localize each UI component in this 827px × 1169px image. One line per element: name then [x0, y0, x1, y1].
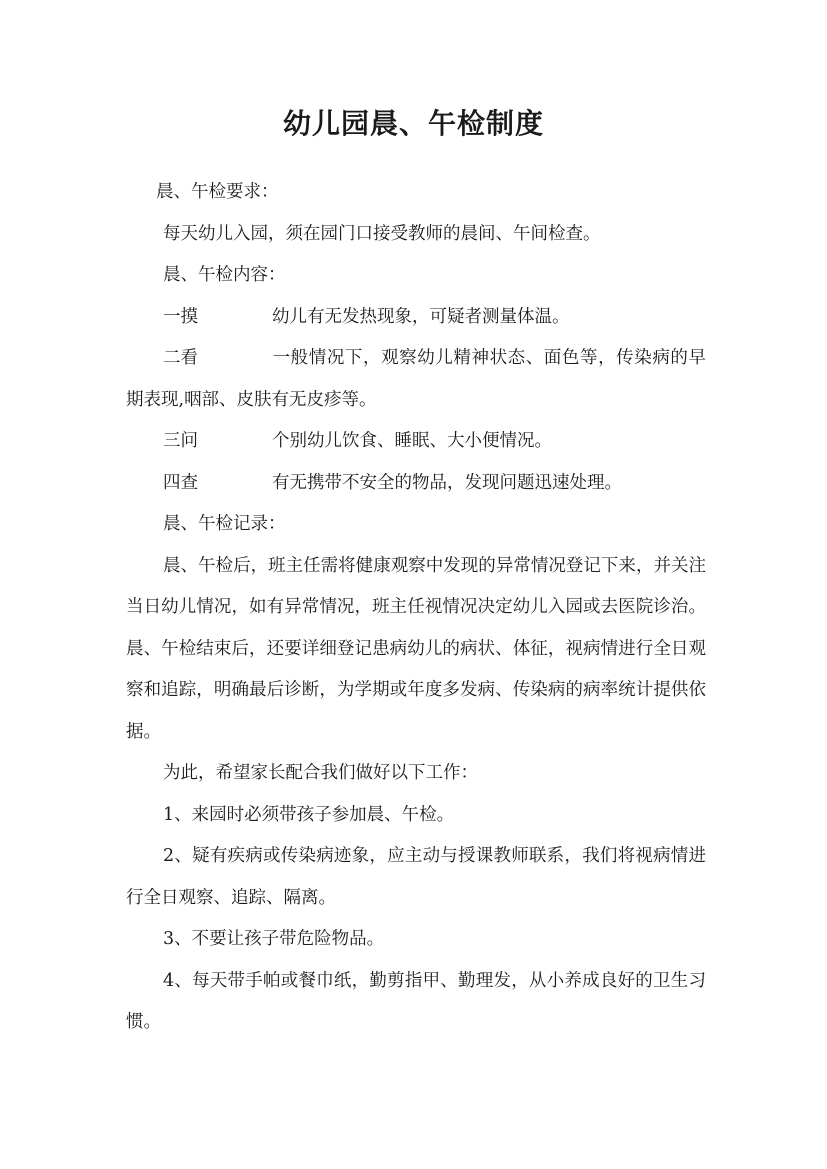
- check-term: 一摸: [163, 306, 198, 327]
- list-item: 1、来园时必须带孩子参加晨、午检。: [163, 804, 455, 825]
- document-title: 幼儿园晨、午检制度: [282, 107, 544, 140]
- list-item: 4、每天带手帕或餐巾纸，勤剪指甲、勤理发，从小养成良好的卫生习惯。: [126, 970, 706, 1032]
- requirements-text: 每天幼儿入园，须在园门口接受教师的晨间、午间检查。: [163, 223, 601, 244]
- list-item: 2、疑有疾病或传染病迹象，应主动与授课教师联系，我们将视病情进行全日观察、追踪、隔离。: [126, 846, 706, 908]
- check-item-look: [126, 338, 706, 421]
- check-term: 二看: [163, 348, 198, 368]
- document-body: [126, 172, 706, 1044]
- check-desc: 一般情况下，观察幼儿精神状态、面色等，传染病的早期表现,咽部、皮肤有无皮疹等。: [126, 348, 706, 410]
- check-desc: 有无携带不安全的物品，发现问题迅速处理。: [272, 472, 622, 493]
- check-term: 三问: [163, 431, 198, 451]
- check-desc: 个别幼儿饮食、睡眠、大小便情况。: [272, 431, 552, 451]
- requirements-heading: 晨、午检要求：: [156, 182, 279, 202]
- parents-intro: 为此，希望家长配合我们做好以下工作：: [163, 763, 478, 783]
- check-term: 四查: [163, 472, 198, 493]
- records-text: 晨、午检后，班主任需将健康观察中发现的异常情况登记下来，并关注当日幼儿情况，如有异常情况，班主任视情况决定幼儿入园或去医院诊治。晨、午检结束后，还要详细登记患病幼儿的病状、体征，视病情进行全日观察和追踪，明确最后诊断，为学期或年度多发病、传染病的病率统计提供依据。: [126, 555, 706, 742]
- list-item: 3、不要让孩子带危险物品。: [163, 929, 385, 949]
- check-item-inspect: [126, 463, 706, 505]
- records-heading: 晨、午检记录：: [163, 514, 286, 534]
- check-desc: 幼儿有无发热现象，可疑者测量体温。: [272, 306, 570, 327]
- contents-heading: 晨、午检内容：: [163, 265, 286, 285]
- check-item-ask: [126, 421, 706, 463]
- check-item-touch: [126, 297, 706, 339]
